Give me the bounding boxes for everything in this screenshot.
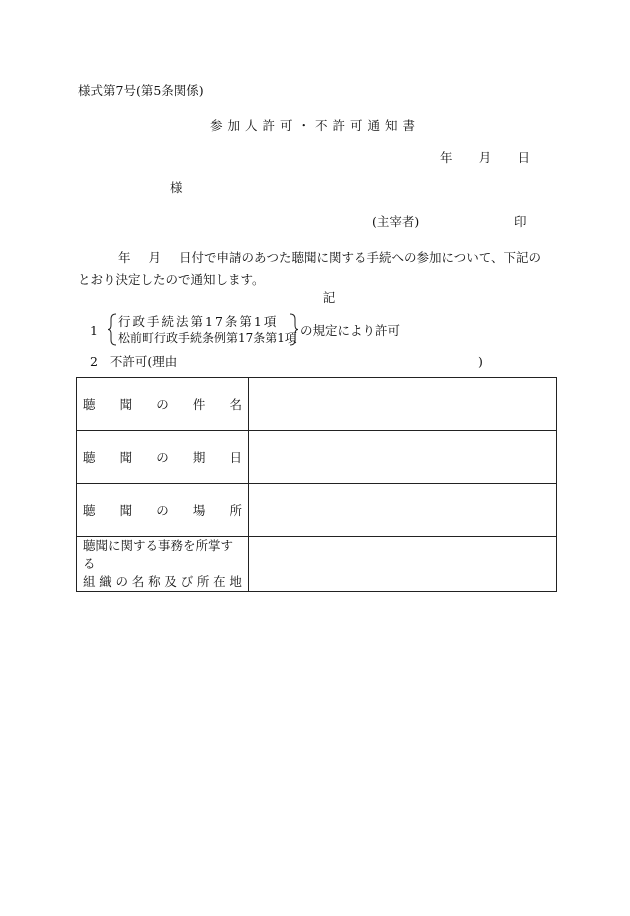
hearing-place-value[interactable] xyxy=(249,484,557,537)
hearing-date-value[interactable] xyxy=(249,431,557,484)
date-month-label: 月 xyxy=(478,150,492,165)
item1-number: 1 xyxy=(90,323,98,338)
item2-number: 2 xyxy=(90,354,98,369)
body-text: 日付で申請のあつた聴聞に関する手続への参加について、下記のとおり決定したので通知します。 xyxy=(78,250,542,287)
form-number: 様式第7号(第5条関係) xyxy=(78,83,204,98)
table-row xyxy=(77,431,557,484)
hearing-title-label: 聴 聞 の 件 名 xyxy=(77,378,249,431)
law-reference-group xyxy=(108,313,298,346)
organization-label-line1: 聴聞に関する事務を所掌する xyxy=(83,538,234,571)
table-row xyxy=(77,378,557,431)
date-year-label: 年 xyxy=(440,150,453,165)
table-row xyxy=(77,484,557,537)
issue-date xyxy=(440,152,530,165)
notice-body xyxy=(78,247,553,291)
item2-text: 不許可(理由 xyxy=(109,354,178,369)
item2-denial xyxy=(90,356,177,369)
organization-label xyxy=(77,537,249,592)
organization-label-line2: 組 織 の 名 称 及 び 所 在 地 xyxy=(83,574,242,589)
addressee-suffix: 様 xyxy=(170,180,183,195)
ki-heading: 記 xyxy=(322,290,336,305)
body-month: 月 xyxy=(148,250,162,265)
hearing-place-label: 聴 聞 の 場 所 xyxy=(77,484,249,537)
table-row xyxy=(77,537,557,592)
hearing-date-label: 聴 聞 の 期 日 xyxy=(77,431,249,484)
item1-permission-text: の規定により許可 xyxy=(300,323,401,338)
seal-mark: 印 xyxy=(514,214,527,229)
sponsor-label: (主宰者) xyxy=(372,214,420,229)
law-reference-1: 行政手続法第17条第1項 xyxy=(118,314,279,329)
item2-close-paren: ) xyxy=(478,354,483,369)
organization-value[interactable] xyxy=(249,537,557,592)
law-reference-2: 松前町行政手続条例第17条第1項 xyxy=(118,331,297,345)
date-day-label: 日 xyxy=(517,150,530,165)
hearing-info-table xyxy=(76,377,557,592)
hearing-title-value[interactable] xyxy=(249,378,557,431)
document-title: 参加人許可・不許可通知書 xyxy=(209,118,420,133)
body-year: 年 xyxy=(118,250,131,265)
